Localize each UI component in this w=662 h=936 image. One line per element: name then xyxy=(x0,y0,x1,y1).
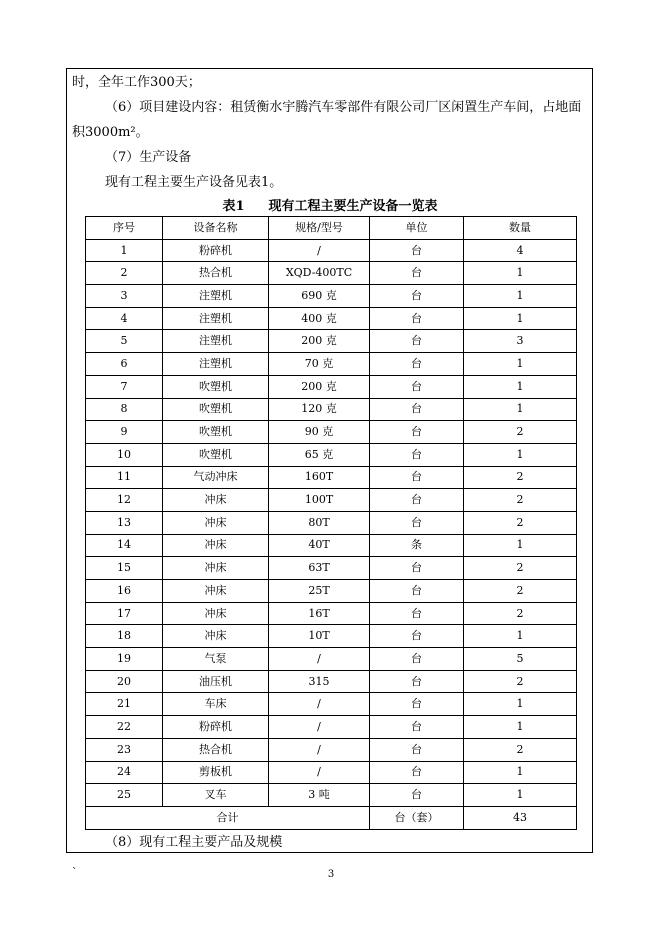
cell-index: 2 xyxy=(86,262,163,285)
cell-unit: 台 xyxy=(370,738,464,761)
cell-equipment-name: 粉碎机 xyxy=(163,239,269,262)
equipment-table xyxy=(85,216,577,830)
cell-quantity: 4 xyxy=(464,239,577,262)
table-row xyxy=(86,534,577,557)
table-row xyxy=(86,580,577,603)
table-row xyxy=(86,330,577,353)
cell-unit: 台 xyxy=(370,716,464,739)
table-row xyxy=(86,307,577,330)
header-spec-model: 规格/型号 xyxy=(269,217,370,240)
cell-equipment-name: 注塑机 xyxy=(163,353,269,376)
cell-index: 24 xyxy=(86,761,163,784)
paragraph-line-3: 积3000m²。 xyxy=(72,125,149,140)
cell-equipment-name: 冲床 xyxy=(163,534,269,557)
cell-unit: 台 xyxy=(370,648,464,671)
cell-unit: 台 xyxy=(370,353,464,376)
cell-equipment-name: 注塑机 xyxy=(163,307,269,330)
table-row xyxy=(86,239,577,262)
cell-equipment-name: 叉车 xyxy=(163,784,269,807)
cell-index: 17 xyxy=(86,602,163,625)
cell-equipment-name: 注塑机 xyxy=(163,330,269,353)
page-number: 3 xyxy=(327,869,335,880)
table-caption-title: 现有工程主要生产设备一览表 xyxy=(268,199,438,214)
cell-quantity: 1 xyxy=(464,693,577,716)
cell-equipment-name: 热合机 xyxy=(163,262,269,285)
cell-index: 16 xyxy=(86,580,163,603)
table-row xyxy=(86,353,577,376)
cell-spec-model: 160T xyxy=(269,466,370,489)
cell-unit: 台 xyxy=(370,307,464,330)
cell-equipment-name: 气动冲床 xyxy=(163,466,269,489)
cell-equipment-name: 冲床 xyxy=(163,511,269,534)
table-caption xyxy=(86,198,574,216)
cell-spec-model: 10T xyxy=(269,625,370,648)
total-unit: 台（套） xyxy=(370,806,464,829)
cell-spec-model: / xyxy=(269,761,370,784)
cell-equipment-name: 冲床 xyxy=(163,602,269,625)
table-row xyxy=(86,285,577,308)
section-heading-products: （8）现有工程主要产品及规模 xyxy=(105,835,283,850)
paragraph-line-1: 时，全年工作300天； xyxy=(72,75,201,90)
cell-equipment-name: 粉碎机 xyxy=(163,716,269,739)
cell-unit: 台 xyxy=(370,557,464,580)
table-row xyxy=(86,625,577,648)
cell-equipment-name: 冲床 xyxy=(163,557,269,580)
total-value: 43 xyxy=(464,806,577,829)
cell-quantity: 2 xyxy=(464,602,577,625)
cell-spec-model: 63T xyxy=(269,557,370,580)
cell-spec-model: 120 克 xyxy=(269,398,370,421)
cell-unit: 台 xyxy=(370,625,464,648)
cell-index: 14 xyxy=(86,534,163,557)
cell-unit: 台 xyxy=(370,580,464,603)
cell-equipment-name: 气泵 xyxy=(163,648,269,671)
cell-quantity: 1 xyxy=(464,398,577,421)
table-row xyxy=(86,761,577,784)
cell-quantity: 5 xyxy=(464,648,577,671)
cell-equipment-name: 车床 xyxy=(163,693,269,716)
cell-equipment-name: 冲床 xyxy=(163,489,269,512)
cell-quantity: 1 xyxy=(464,307,577,330)
cell-unit: 台 xyxy=(370,330,464,353)
table-row xyxy=(86,466,577,489)
cell-quantity: 1 xyxy=(464,285,577,308)
cell-index: 20 xyxy=(86,670,163,693)
cell-quantity: 1 xyxy=(464,443,577,466)
cell-index: 18 xyxy=(86,625,163,648)
cell-index: 13 xyxy=(86,511,163,534)
table-row xyxy=(86,738,577,761)
cell-spec-model: 90 克 xyxy=(269,421,370,444)
cell-spec-model: 315 xyxy=(269,670,370,693)
cell-index: 22 xyxy=(86,716,163,739)
cell-equipment-name: 吹塑机 xyxy=(163,421,269,444)
table-header-row xyxy=(86,217,577,240)
header-unit: 单位 xyxy=(370,217,464,240)
header-quantity: 数量 xyxy=(464,217,577,240)
paragraph-line-5: 现有工程主要生产设备见表1。 xyxy=(105,175,283,190)
table-row xyxy=(86,670,577,693)
cell-spec-model: / xyxy=(269,239,370,262)
header-index: 序号 xyxy=(86,217,163,240)
cell-spec-model: / xyxy=(269,648,370,671)
table-total-row xyxy=(86,806,577,829)
cell-spec-model: 690 克 xyxy=(269,285,370,308)
cell-spec-model: 65 克 xyxy=(269,443,370,466)
paragraph-line-2: （6）项目建设内容：租赁衡水宇腾汽车零部件有限公司厂区闲置生产车间，占地面 xyxy=(105,100,582,115)
cell-unit: 台 xyxy=(370,602,464,625)
cell-quantity: 1 xyxy=(464,761,577,784)
table-row xyxy=(86,489,577,512)
cell-index: 11 xyxy=(86,466,163,489)
cell-quantity: 2 xyxy=(464,489,577,512)
cell-equipment-name: 热合机 xyxy=(163,738,269,761)
cell-index: 7 xyxy=(86,375,163,398)
cell-spec-model: 25T xyxy=(269,580,370,603)
cell-equipment-name: 注塑机 xyxy=(163,285,269,308)
cell-quantity: 2 xyxy=(464,466,577,489)
cell-spec-model: / xyxy=(269,738,370,761)
table-caption-number: 表1 xyxy=(222,199,245,214)
cell-quantity: 1 xyxy=(464,716,577,739)
cell-equipment-name: 吹塑机 xyxy=(163,375,269,398)
header-equipment-name: 设备名称 xyxy=(163,217,269,240)
table-row xyxy=(86,421,577,444)
cell-index: 21 xyxy=(86,693,163,716)
cell-index: 23 xyxy=(86,738,163,761)
cell-unit: 台 xyxy=(370,443,464,466)
cell-equipment-name: 冲床 xyxy=(163,580,269,603)
cell-index: 4 xyxy=(86,307,163,330)
cell-unit: 台 xyxy=(370,262,464,285)
cell-index: 3 xyxy=(86,285,163,308)
cell-spec-model: 200 克 xyxy=(269,375,370,398)
cell-index: 15 xyxy=(86,557,163,580)
table-row xyxy=(86,602,577,625)
cell-spec-model: 200 克 xyxy=(269,330,370,353)
cell-spec-model: 100T xyxy=(269,489,370,512)
cell-index: 19 xyxy=(86,648,163,671)
cell-quantity: 2 xyxy=(464,580,577,603)
cell-unit: 台 xyxy=(370,421,464,444)
cell-quantity: 3 xyxy=(464,330,577,353)
table-row xyxy=(86,557,577,580)
cell-index: 12 xyxy=(86,489,163,512)
table-row xyxy=(86,648,577,671)
table-row xyxy=(86,443,577,466)
cell-equipment-name: 吹塑机 xyxy=(163,443,269,466)
table-row xyxy=(86,511,577,534)
cell-spec-model: 3 吨 xyxy=(269,784,370,807)
cell-unit: 条 xyxy=(370,534,464,557)
cell-spec-model: 80T xyxy=(269,511,370,534)
cell-quantity: 1 xyxy=(464,353,577,376)
cell-unit: 台 xyxy=(370,511,464,534)
table-row xyxy=(86,262,577,285)
cell-unit: 台 xyxy=(370,489,464,512)
cell-quantity: 1 xyxy=(464,625,577,648)
footer-mark: ` xyxy=(72,866,78,879)
cell-index: 10 xyxy=(86,443,163,466)
table-row xyxy=(86,398,577,421)
cell-spec-model: 400 克 xyxy=(269,307,370,330)
cell-unit: 台 xyxy=(370,375,464,398)
cell-equipment-name: 冲床 xyxy=(163,625,269,648)
cell-unit: 台 xyxy=(370,693,464,716)
cell-quantity: 2 xyxy=(464,670,577,693)
table-row xyxy=(86,716,577,739)
cell-equipment-name: 油压机 xyxy=(163,670,269,693)
table-row xyxy=(86,693,577,716)
cell-spec-model: 16T xyxy=(269,602,370,625)
table-row xyxy=(86,784,577,807)
table-row xyxy=(86,375,577,398)
cell-unit: 台 xyxy=(370,285,464,308)
cell-index: 8 xyxy=(86,398,163,421)
cell-spec-model: 70 克 xyxy=(269,353,370,376)
cell-spec-model: / xyxy=(269,693,370,716)
cell-spec-model: XQD-400TC xyxy=(269,262,370,285)
cell-quantity: 1 xyxy=(464,784,577,807)
cell-quantity: 2 xyxy=(464,738,577,761)
cell-index: 25 xyxy=(86,784,163,807)
cell-unit: 台 xyxy=(370,761,464,784)
cell-index: 6 xyxy=(86,353,163,376)
cell-spec-model: / xyxy=(269,716,370,739)
cell-quantity: 2 xyxy=(464,557,577,580)
cell-index: 9 xyxy=(86,421,163,444)
cell-quantity: 1 xyxy=(464,262,577,285)
cell-unit: 台 xyxy=(370,784,464,807)
cell-quantity: 1 xyxy=(464,534,577,557)
cell-spec-model: 40T xyxy=(269,534,370,557)
cell-unit: 台 xyxy=(370,670,464,693)
section-heading-equipment: （7）生产设备 xyxy=(105,150,192,165)
cell-quantity: 2 xyxy=(464,511,577,534)
cell-quantity: 1 xyxy=(464,375,577,398)
cell-quantity: 2 xyxy=(464,421,577,444)
cell-unit: 台 xyxy=(370,239,464,262)
cell-equipment-name: 吹塑机 xyxy=(163,398,269,421)
total-label: 合计 xyxy=(86,806,370,829)
cell-equipment-name: 剪板机 xyxy=(163,761,269,784)
cell-unit: 台 xyxy=(370,398,464,421)
cell-index: 1 xyxy=(86,239,163,262)
cell-index: 5 xyxy=(86,330,163,353)
cell-unit: 台 xyxy=(370,466,464,489)
